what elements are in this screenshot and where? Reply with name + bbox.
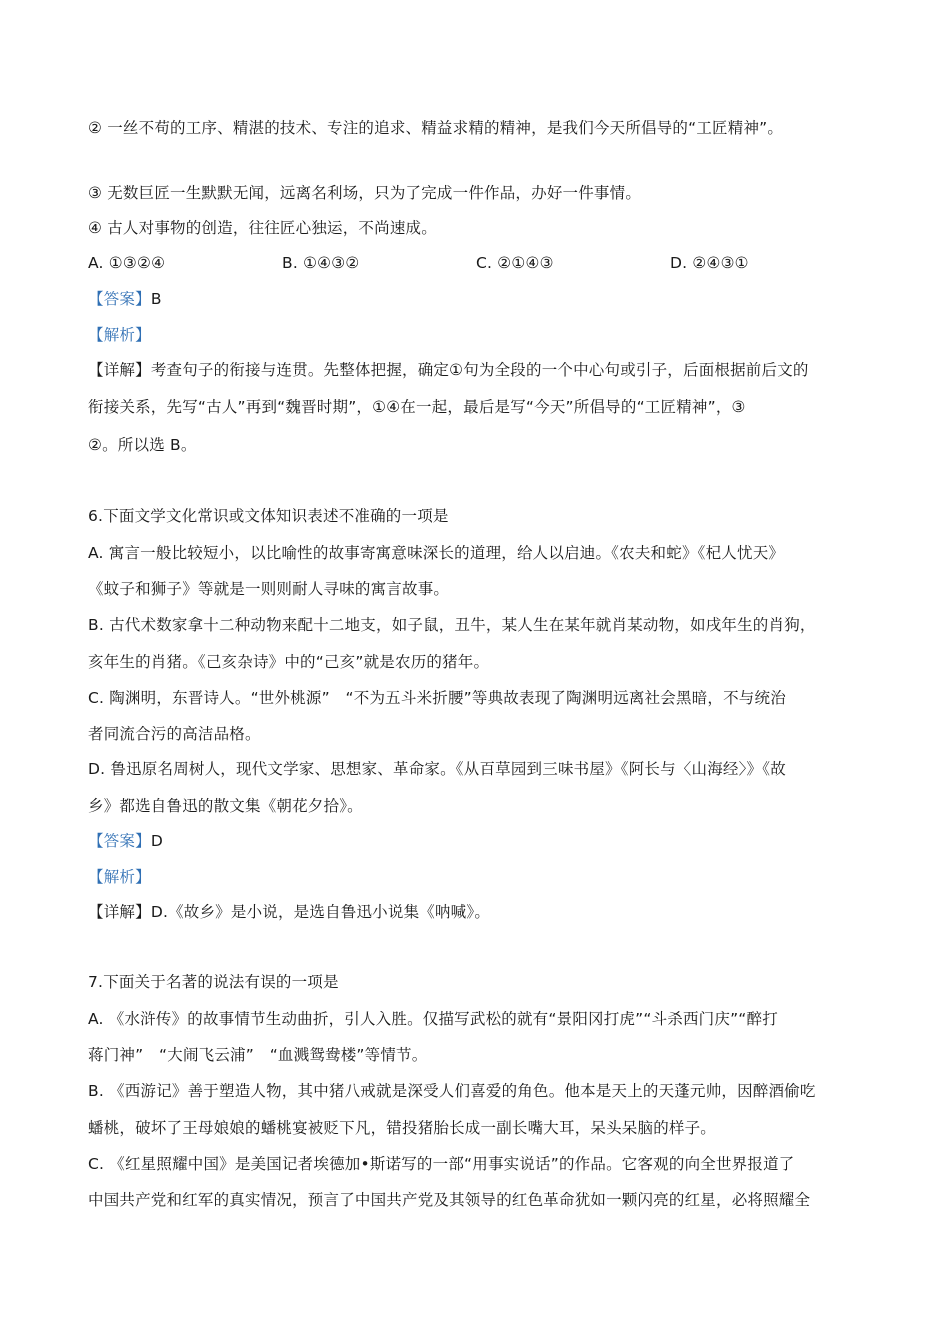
q7-stem: 7.下面关于名著的说法有误的一项是 — [88, 973, 339, 991]
q6-line: 者同流合污的高洁品格。 — [88, 725, 261, 743]
q5-option-a: A. ①③②④ — [88, 254, 166, 272]
answer-tag: 【答案】 — [88, 290, 151, 308]
analysis-tag: 【解析】 — [88, 326, 151, 344]
q6-answer — [88, 830, 870, 852]
detail-text: D.《故乡》是小说，是选自鲁迅小说集《呐喊》。 — [150, 903, 491, 921]
analysis-tag: 【解析】 — [88, 868, 151, 886]
q7-line: 蟠桃，破坏了王母娘娘的蟠桃宴被贬下凡，错投猪胎长成一副长嘴大耳，呆头呆脑的样子。 — [88, 1119, 717, 1137]
q7-line: C. 《红星照耀中国》是美国记者埃德加•斯诺写的一部“用事实说话”的作品。它客观的向全世界报道了 — [88, 1155, 795, 1173]
answer-value: B — [150, 290, 162, 308]
sentence-3: ③ 无数巨匠一生默默无闻，远离名利场，只为了完成一件作品，办好一件事情。 — [88, 184, 642, 202]
q5-option-c: C. ②①④③ — [476, 254, 554, 272]
detail-tag: 【详解】 — [88, 361, 151, 379]
q7-line: B. 《西游记》善于塑造人物，其中猪八戒就是深受人们喜爱的角色。他本是天上的天蓬元帅，因醉酒偷吃 — [88, 1082, 816, 1100]
q5-option-d: D. ②④③① — [670, 254, 749, 272]
q5-answer — [88, 288, 870, 310]
q5-detail-line-3: ②。所以选 B。 — [88, 436, 197, 454]
q6-line: 乡》都选自鲁迅的散文集《朝花夕拾》。 — [88, 797, 363, 815]
q5-analysis — [88, 324, 870, 346]
q6-analysis — [88, 866, 870, 888]
q5-detail-line-1 — [88, 359, 870, 381]
q6-line: C. 陶渊明，东晋诗人。“世外桃源” “不为五斗米折腰”等典故表现了陶渊明远离社会黑暗，不与统治 — [88, 689, 786, 707]
q5-detail-line-2: 衔接关系，先写“古人”再到“魏晋时期”，①④在一起，最后是写“今天”所倡导的“工匠精神”，③ — [88, 398, 746, 416]
q7-line: 中国共产党和红军的真实情况，预言了中国共产党及其领导的红色革命犹如一颗闪亮的红星，必将照耀全 — [88, 1191, 811, 1209]
q6-line: 亥年生的肖猪。《己亥杂诗》中的“己亥”就是农历的猪年。 — [88, 653, 490, 671]
detail-text: 考查句子的衔接与连贯。先整体把握，确定①句为全段的一个中心句或引子，后面根据前后文的 — [150, 361, 809, 379]
sentence-4: ④ 古人对事物的创造，往往匠心独运，不尚速成。 — [88, 219, 437, 237]
q6-detail — [88, 901, 870, 923]
q7-line: A. 《水浒传》的故事情节生动曲折，引人入胜。仅描写武松的就有“景阳冈打虎”“斗杀西门庆”“醉打 — [88, 1010, 778, 1028]
answer-value: D — [150, 832, 163, 850]
q6-stem: 6.下面文学文化常识或文体知识表述不准确的一项是 — [88, 507, 449, 525]
q7-line: 蒋门神” “大闹飞云浦” “血溅鸳鸯楼”等情节。 — [88, 1046, 428, 1064]
q6-line: 《蚊子和狮子》等就是一则则耐人寻味的寓言故事。 — [88, 580, 450, 598]
answer-tag: 【答案】 — [88, 832, 151, 850]
q6-line: A. 寓言一般比较短小，以比喻性的故事寄寓意味深长的道理，给人以启迪。《农夫和蛇》《杞人忧天》 — [88, 544, 785, 562]
q6-line: D. 鲁迅原名周树人，现代文学家、思想家、革命家。《从百草园到三味书屋》《阿长与〈山海经〉》《故 — [88, 760, 786, 778]
detail-tag: 【详解】 — [88, 903, 151, 921]
sentence-2: ② 一丝不苟的工序、精湛的技术、专注的追求、精益求精的精神，是我们今天所倡导的“工匠精神”。 — [88, 119, 784, 137]
q6-line: B. 古代术数家拿十二种动物来配十二地支，如子鼠，丑牛，某人生在某年就肖某动物，如戌年生的肖狗， — [88, 616, 816, 634]
q5-option-b: B. ①④③② — [282, 254, 360, 272]
